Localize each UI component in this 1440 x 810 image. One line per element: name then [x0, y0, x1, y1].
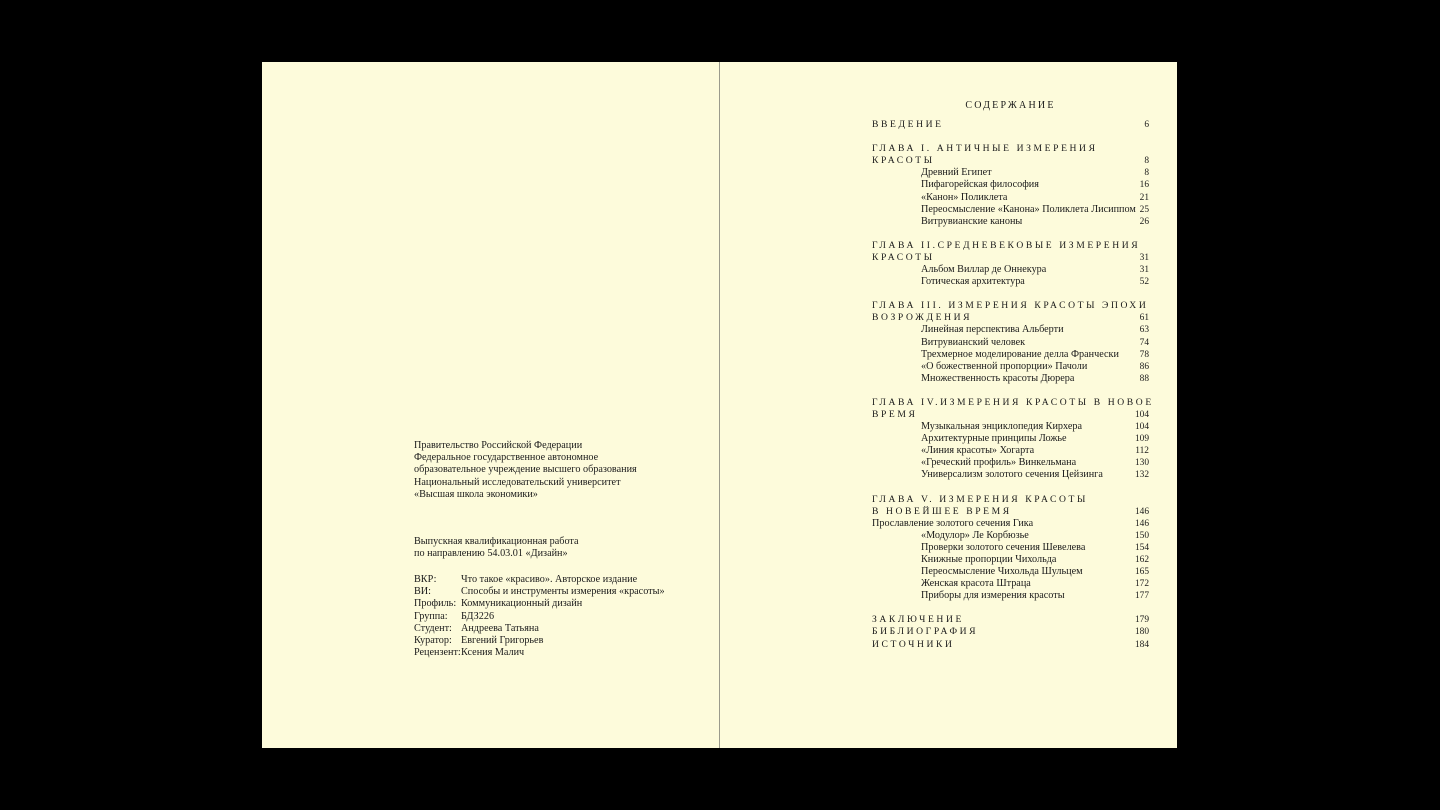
toc-title: СОДЕРЖАНИЕ	[965, 100, 1056, 111]
toc-page: 52	[1139, 277, 1149, 288]
thesis-line: Выпускная квалификационная работа	[414, 536, 579, 547]
meta-key: ВКР:	[414, 574, 437, 585]
toc-page: 165	[1134, 567, 1149, 578]
meta-value: Что такое «красиво». Авторское издание	[461, 574, 638, 585]
toc-label: Трехмерное моделирование делла Франчески	[921, 348, 1119, 360]
toc-page: 31	[1139, 265, 1149, 276]
toc-item[interactable]	[872, 324, 1149, 336]
toc-chapter-line: ВОЗРОЖДЕНИЯ	[872, 312, 973, 324]
toc-chapter-4[interactable]	[872, 396, 1154, 409]
meta-key: Рецензент:	[414, 647, 461, 659]
meta-row	[414, 623, 665, 635]
toc-page: 109	[1134, 434, 1149, 445]
toc-page: 61	[1139, 313, 1149, 324]
toc-label: ИСТОЧНИКИ	[872, 638, 955, 650]
toc-page: 16	[1139, 180, 1149, 191]
left-page	[262, 62, 719, 748]
table-of-contents	[872, 100, 1154, 651]
toc-item[interactable]	[872, 566, 1149, 578]
toc-label: Альбом Виллар де Оннекура	[921, 264, 1047, 276]
toc-page: 25	[1139, 204, 1149, 215]
toc-item[interactable]	[872, 373, 1149, 385]
toc-page: 104	[1134, 422, 1149, 433]
toc-chapter-5[interactable]	[872, 494, 1149, 506]
toc-label: Готическая архитектура	[921, 276, 1025, 288]
imprint-block	[414, 440, 714, 501]
toc-label: Музыкальная энциклопедия Кирхера	[921, 421, 1082, 433]
meta-row	[414, 598, 665, 610]
toc-item[interactable]	[872, 337, 1149, 349]
toc-page: 6	[1144, 120, 1149, 131]
toc-page: 8	[1144, 156, 1149, 167]
toc-conclusion[interactable]	[872, 614, 1149, 626]
meta-key: Профиль:	[414, 598, 457, 610]
toc-chapter-line: ГЛАВА III. ИЗМЕРЕНИЯ КРАСОТЫ ЭПОХИ	[872, 300, 1149, 312]
toc-label: ЗАКЛЮЧЕНИЕ	[872, 614, 964, 626]
imprint-line: «Высшая школа экономики»	[414, 488, 538, 500]
toc-label: Приборы для измерения красоты	[921, 590, 1065, 602]
toc-item[interactable]	[872, 167, 1149, 179]
toc-item[interactable]	[872, 264, 1149, 276]
toc-item[interactable]	[872, 192, 1149, 204]
meta-value: Способы и инструменты измерения «красоты»	[461, 586, 665, 598]
toc-page: 146	[1134, 518, 1149, 529]
toc-item[interactable]	[872, 578, 1149, 590]
toc-item[interactable]	[872, 204, 1149, 216]
toc-label: Переосмысление Чихольда Шульцем	[921, 566, 1083, 578]
meta-key: Куратор:	[414, 635, 452, 647]
right-page	[720, 62, 1177, 748]
toc-page: 78	[1139, 349, 1149, 360]
toc-chapter-2-cont	[872, 252, 1149, 264]
toc-chapter-line: ГЛАВА IV.ИЗМЕРЕНИЯ КРАСОТЫ В НОВОЕ	[872, 396, 1154, 408]
toc-sources[interactable]	[872, 639, 1149, 651]
toc-chapter-4-cont	[872, 409, 1149, 421]
imprint-line: Правительство Российской Федерации	[414, 440, 583, 451]
toc-intro[interactable]	[872, 119, 1149, 131]
toc-chapter-line: ВРЕМЯ	[872, 408, 918, 420]
meta-value: Коммуникационный дизайн	[461, 598, 583, 610]
imprint-line: Национальный исследовательский университет	[414, 476, 621, 488]
toc-item[interactable]	[872, 518, 1149, 530]
toc-item[interactable]	[872, 469, 1149, 481]
toc-page: 180	[1134, 627, 1149, 638]
meta-value: Евгений Григорьев	[461, 635, 544, 647]
toc-label: Множественность красоты Дюрера	[921, 372, 1075, 384]
toc-chapter-1[interactable]	[872, 143, 1149, 155]
meta-key: Группа:	[414, 610, 448, 622]
toc-item[interactable]	[872, 542, 1149, 554]
toc-item[interactable]	[872, 554, 1149, 566]
toc-chapter-line: ГЛАВА II.СРЕДНЕВЕКОВЫЕ ИЗМЕРЕНИЯ	[872, 239, 1141, 251]
toc-label: ВВЕДЕНИЕ	[872, 119, 944, 131]
meta-key: Студент:	[414, 622, 452, 634]
toc-item[interactable]	[872, 349, 1149, 361]
meta-block	[414, 574, 665, 659]
toc-page: 177	[1134, 591, 1149, 602]
toc-item[interactable]	[872, 590, 1149, 602]
toc-page: 112	[1135, 446, 1149, 457]
toc-page: 146	[1134, 506, 1149, 517]
toc-page: 150	[1134, 530, 1149, 541]
toc-bibliography[interactable]	[872, 626, 1149, 638]
toc-page: 179	[1134, 615, 1149, 626]
toc-chapter-line: ГЛАВА I. АНТИЧНЫЕ ИЗМЕРЕНИЯ	[872, 143, 1098, 155]
toc-label: «Греческий профиль» Винкельмана	[921, 457, 1077, 469]
toc-label: Переосмысление «Канона» Поликлета Лисиппом	[921, 203, 1136, 215]
meta-row	[414, 635, 665, 647]
toc-item[interactable]	[872, 361, 1149, 373]
toc-chapter-line: ГЛАВА V. ИЗМЕРЕНИЯ КРАСОТЫ	[872, 493, 1088, 505]
toc-label: Витрувианские каноны	[921, 215, 1023, 227]
toc-page: 63	[1139, 325, 1149, 336]
toc-item[interactable]	[872, 179, 1149, 191]
toc-chapter-line: В НОВЕЙШЕЕ ВРЕМЯ	[872, 505, 1012, 517]
toc-chapter-5-cont	[872, 506, 1149, 518]
toc-page: 86	[1139, 361, 1149, 372]
meta-value: БДЗ226	[461, 610, 495, 622]
toc-item[interactable]	[872, 276, 1149, 288]
imprint-line: образовательное учреждение высшего образования	[414, 464, 637, 476]
toc-label: «Линия красоты» Хогарта	[921, 445, 1035, 457]
toc-label: Универсализм золотого сечения Цейзинга	[921, 469, 1103, 481]
toc-label: Пифагорейская философия	[921, 179, 1039, 191]
toc-label: Книжные пропорции Чихольда	[921, 554, 1057, 565]
meta-row	[414, 611, 665, 623]
toc-item[interactable]	[872, 457, 1149, 469]
toc-chapter-2[interactable]	[872, 240, 1149, 252]
meta-row	[414, 586, 665, 598]
meta-row	[414, 574, 665, 586]
toc-chapter-line: КРАСОТЫ	[872, 155, 935, 167]
toc-label: БИБЛИОГРАФИЯ	[872, 626, 979, 638]
meta-key: ВИ:	[414, 586, 431, 598]
toc-page: 21	[1139, 192, 1149, 203]
toc-page: 172	[1134, 579, 1149, 590]
imprint-line: Федеральное государственное автономное	[414, 452, 599, 464]
toc-label: Архитектурные принципы Ложье	[921, 433, 1067, 445]
toc-label: «Канон» Поликлета	[921, 191, 1008, 203]
thesis-line: по направлению 54.03.01 «Дизайн»	[414, 548, 568, 560]
toc-label: Прославление золотого сечения Гика	[872, 517, 1034, 529]
toc-chapter-3-cont	[872, 312, 1149, 324]
toc-page: 130	[1134, 458, 1149, 469]
meta-value: Ксения Малич	[461, 647, 525, 659]
toc-page: 88	[1139, 373, 1149, 384]
toc-page: 162	[1134, 555, 1149, 565]
meta-value: Андреева Татьяна	[461, 622, 539, 634]
toc-label: Витрувианский человек	[921, 336, 1026, 348]
toc-page: 26	[1139, 216, 1149, 227]
toc-page: 74	[1139, 337, 1149, 348]
toc-page: 154	[1134, 542, 1149, 553]
toc-page: 132	[1134, 470, 1149, 481]
toc-item[interactable]	[872, 421, 1149, 433]
toc-label: Линейная перспектива Альберти	[921, 324, 1064, 336]
toc-chapter-3[interactable]	[872, 300, 1149, 312]
toc-label: «Модулор» Ле Корбюзье	[921, 529, 1029, 541]
toc-label: Женская красота Штраца	[921, 578, 1031, 590]
toc-item[interactable]	[872, 433, 1149, 445]
toc-item[interactable]	[872, 216, 1149, 228]
meta-row	[414, 647, 665, 659]
toc-label: Проверки золотого сечения Шевелева	[921, 541, 1086, 553]
toc-chapter-line: КРАСОТЫ	[872, 251, 935, 263]
toc-item[interactable]	[872, 445, 1149, 457]
toc-page: 104	[1134, 409, 1149, 420]
toc-label: Древний Египет	[921, 167, 992, 179]
toc-page: 31	[1139, 252, 1149, 263]
toc-page: 184	[1134, 639, 1149, 650]
toc-item[interactable]	[872, 530, 1149, 542]
toc-label: «О божественной пропорции» Пачоли	[921, 360, 1088, 372]
thesis-block	[414, 536, 579, 560]
toc-page: 8	[1144, 168, 1149, 179]
